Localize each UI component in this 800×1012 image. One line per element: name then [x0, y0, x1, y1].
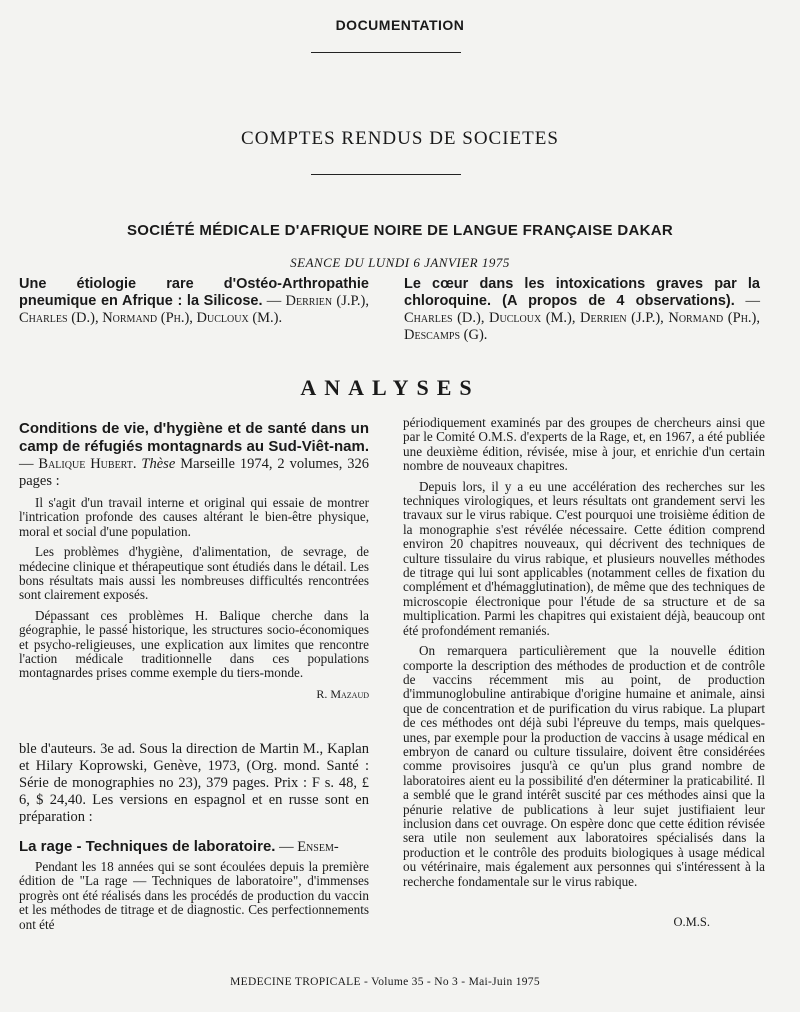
article-paragraph: Dépassant ces problèmes H. Balique cherche dans la géographie, le passé historique, les structures socio-économiques et psycho-religieuses, une explication aux limites que rencontre l'action médicale traditionnelle dans ces populations montagnardes prises comme exemple du tiers-monde.	[19, 607, 369, 681]
article-publication: Marseille 1974, 2 volumes, 326 pages :	[19, 456, 369, 489]
article-paragraph: Les problèmes d'hygiène, d'alimentation, de sevrage, de médecine clinique et thérapeutique sont étudiés dans le détail. Les bons résultats mais aussi les nombreuses difficultés rencontrées sont clairement exposés.	[19, 544, 369, 603]
article-publication-details: ble d'auteurs. 3e ad. Sous la direction de Martin M., Kaplan et Hilary Koprowski, Genève, 1973, (Org. mond. Santé : Série de monographies no 23), 379 pages. Prix : F s. 48, £ 6, $ 24,40. Les versions en espagnol et en russe sont en préparation :	[19, 741, 369, 825]
page-footer: MEDECINE TROPICALE - Volume 35 - No 3 - Mai-Juin 1975	[230, 976, 540, 988]
page-title: COMPTES RENDUS DE SOCIETES	[241, 128, 559, 149]
article-signature: O.M.S.	[673, 915, 710, 929]
communication-title: Le cœur dans les intoxications graves par la chloroquine. (A propos de 4 observations).	[404, 276, 760, 309]
session-date: SEANCE DU LUNDI 6 JANVIER 1975	[290, 255, 510, 270]
article-author: — Balique Hubert.	[19, 456, 137, 472]
article-paragraph: Il s'agit d'un travail interne et original qui essaie de montrer l'intrication profonde des causes altérant le bien-être physique, moral et social d'une population.	[19, 495, 369, 539]
article-work-type: Thèse	[141, 456, 176, 472]
article-paragraph: périodiquement examinés par des groupes de chercheurs ainsi que par le Comité O.M.S. d'experts de la Rage, et, en 1967, a été publiée une deuxième édition, révisée, mise à jour, et enrichie d'un certain nombre de nouveaux chapitres.	[403, 415, 765, 474]
communication-entry	[19, 276, 369, 327]
article-paragraph: Pendant les 18 années qui se sont écoulées depuis la première édition de "La rage — Techniques de laboratoire", d'immenses progrès ont été réalisés dans les procédés de production du vaccin et les méthodes de titrage et de diagnostic. Ces perfectionnements ont été	[19, 859, 369, 932]
article-review	[19, 420, 369, 701]
article-title: Conditions de vie, d'hygiène et de santé dans un camp de réfugiés montagnards au Sud-Viêt-nam.	[19, 420, 369, 455]
article-review	[19, 838, 369, 938]
article-signature: R. Mazaud	[316, 686, 369, 701]
divider-rule	[311, 174, 461, 175]
article-title-suffix: — Ensem-	[279, 839, 339, 855]
communication-authors: — Derrien (J.P.), Charles (D.), Normand (Ph.), Ducloux (M.).	[19, 293, 370, 326]
article-title: La rage - Techniques de laboratoire.	[19, 838, 276, 855]
article-paragraph: Depuis lors, il y a eu une accélération des recherches sur les techniques virologiques, et leurs résultats ont grandement servi les travaux sur le virus rabique. C'est pourquoi une troisième édition de la monographie s'est révélée nécessaire. Cette édition comprend environ 20 chapitres nouveaux, qui décrivent des techniques de culture tissulaire du virus rabique, et plusieurs nouvelles méthodes de titrage qui lui sont applicables (notamment celles de fixation du complément et d'hémagglutination), de même que des techniques de microscopie électronique pour l'étude de sa structure et de sa multiplication. Parmi les chapitres qui existaient déjà, beaucoup ont été profondément remaniés.	[403, 478, 765, 638]
communication-title: Une étiologie rare d'Ostéo-Arthropathie pneumique en Afrique : la Silicose.	[19, 276, 369, 309]
section-header: DOCUMENTATION	[335, 17, 465, 33]
article-paragraph: On remarquera particulièrement que la nouvelle édition comporte la description des méthodes de production et de contrôle de vaccins récemment mis au point, de production d'immunoglobuline antirabique d'origine humaine et animale, ainsi que de concentration et de purification du virus rabique. La plupart de ces méthodes ont déjà subi l'épreuve du temps, mais quelques-unes, par exemple pour la production de vaccins à usage médical en embryon de canard ou culture tissulaire, doivent être considérées comme provisoires jusqu'à ce qu'un plus grand nombre de laboratoires aient eu la possibilité d'en déterminer la praticabilité. Il a semblé que le grand intérêt suscité par ces méthodes ainsi que la pénurie relative de publications à leur sujet justifiaient leur inclusion dans cet ouvrage. On espère donc que cette édition révisée sera utile non seulement aux laboratoires spécialisés dans la production et le contrôle des produits biologiques à usage médical ou vétérinaire, mais également aux personnes qui s'intéressent à la recherche fondamentale sur le virus rabique.	[403, 643, 765, 889]
divider-rule	[311, 52, 461, 53]
communication-authors: — Charles (D.), Ducloux (M.), Derrien (J.P.), Normand (Ph.), Descamps (G).	[404, 293, 760, 343]
communication-entry	[404, 276, 760, 344]
society-name: SOCIÉTÉ MÉDICALE D'AFRIQUE NOIRE DE LANGUE FRANÇAISE DAKAR	[127, 222, 673, 239]
right-column	[403, 416, 765, 895]
analyses-heading: ANALYSES	[300, 375, 480, 400]
